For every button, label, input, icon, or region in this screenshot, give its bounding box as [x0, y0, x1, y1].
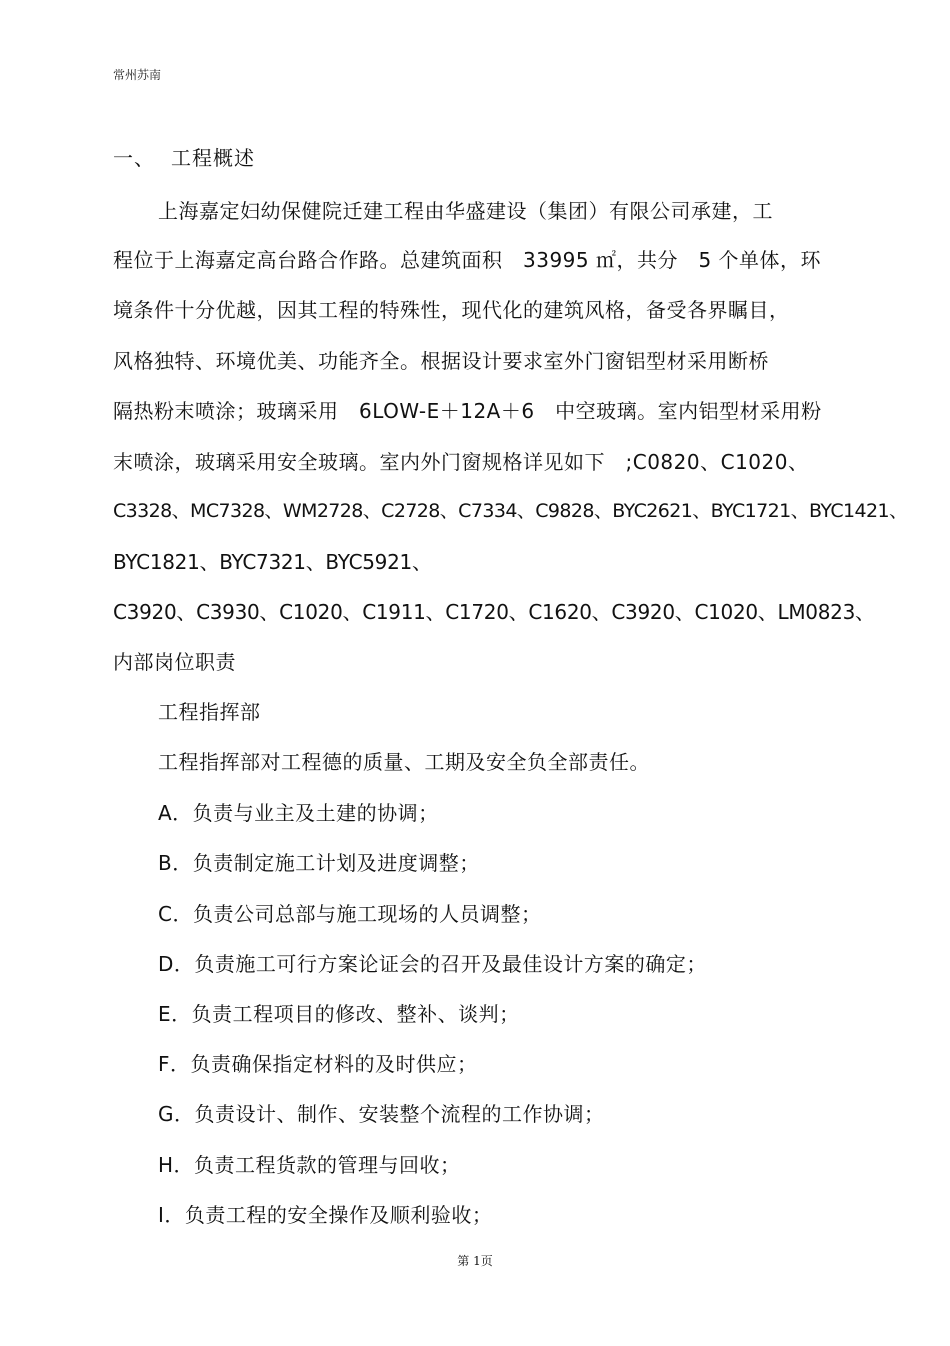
page-number: 第 1页	[457, 1254, 493, 1268]
overview-line: BYC1821、BYC7321、BYC5921、	[113, 550, 432, 574]
heading-number: 一、	[113, 146, 155, 170]
overview-line: 内部岗位职责	[113, 650, 236, 674]
overview-line: C3920、C3930、C1020、C1911、C1720、C1620、C3920、C1020、LM0823、	[113, 600, 875, 624]
subsection-title: 工程指挥部	[158, 700, 261, 724]
list-item: B．负责制定施工计划及进度调整；	[158, 851, 480, 875]
list-item: D．负责施工可行方案论证会的召开及最佳设计方案的确定；	[158, 952, 707, 976]
page-header: 常州苏南	[113, 68, 162, 82]
overview-line: 程位于上海嘉定高台路合作路。总建筑面积 33995 ㎡，共分 5 个单体，环	[113, 248, 822, 272]
list-item: G．负责设计、制作、安装整个流程的工作协调；	[158, 1102, 605, 1126]
list-item: H．负责工程货款的管理与回收；	[158, 1153, 461, 1177]
overview-line: 风格独特、环境优美、功能齐全。根据设计要求室外门窗铝型材采用断桥	[113, 349, 769, 373]
overview-line: C3328、MC7328、WM2728、C2728、C7334、C9828、BYC2621、BYC1721、BYC1421、	[113, 500, 908, 522]
overview-line: 上海嘉定妇幼保健院迁建工程由华盛建设（集团）有限公司承建，工	[158, 199, 773, 223]
overview-line: 末喷涂，玻璃采用安全玻璃。室内外门窗规格详见如下 ;C0820、C1020、	[113, 450, 809, 474]
list-item: E．负责工程项目的修改、整补、谈判；	[158, 1002, 520, 1026]
heading-title: 工程概述	[171, 146, 255, 170]
list-item: C．负责公司总部与施工现场的人员调整；	[158, 902, 542, 926]
list-item: A．负责与业主及土建的协调；	[158, 801, 439, 825]
subsection-intro: 工程指挥部对工程德的质量、工期及安全负全部责任。	[158, 750, 650, 774]
list-item: F．负责确保指定材料的及时供应；	[158, 1052, 478, 1076]
list-item: I．负责工程的安全操作及顺利验收；	[158, 1203, 493, 1227]
overview-line: 隔热粉末喷涂；玻璃采用 6LOW-E＋12A＋6 中空玻璃。室内铝型材采用粉	[113, 399, 822, 423]
overview-line: 境条件十分优越，因其工程的特殊性，现代化的建筑风格，备受各界瞩目，	[113, 298, 790, 322]
section-heading	[113, 142, 255, 171]
